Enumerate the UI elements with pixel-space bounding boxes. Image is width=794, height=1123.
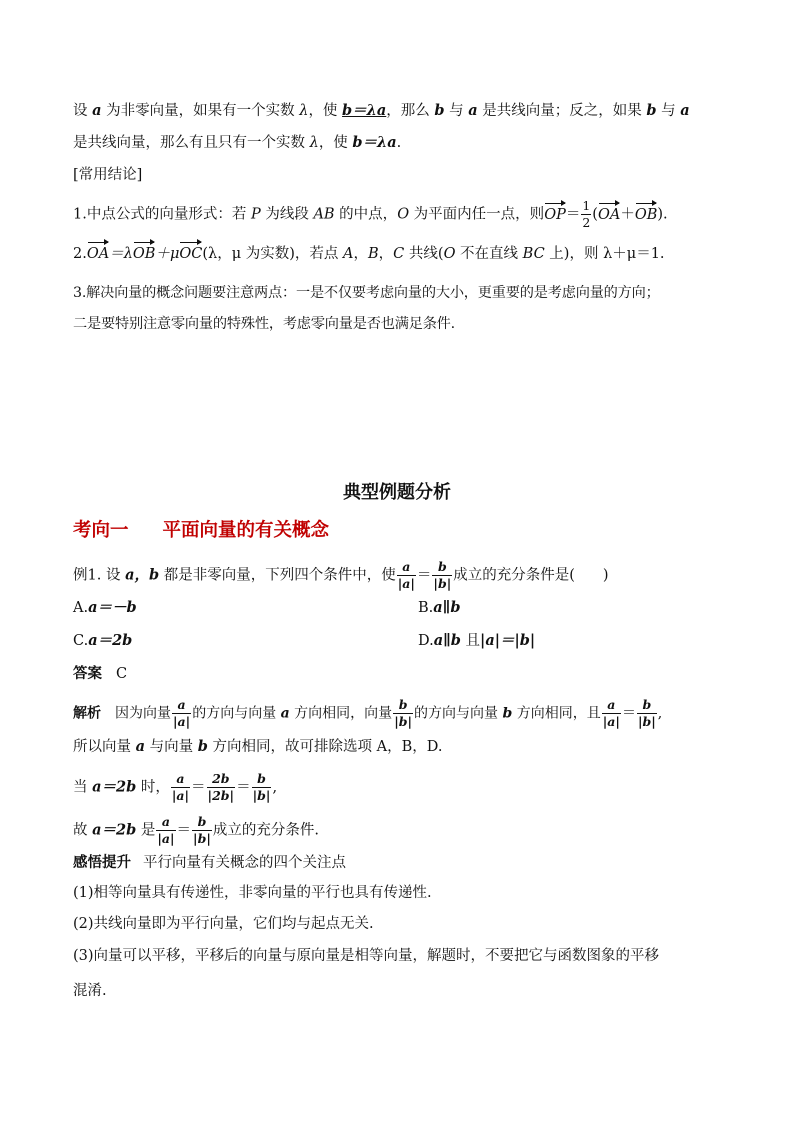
formula: a＝2b	[92, 821, 137, 839]
text: 是共线向量；反之，如果	[477, 103, 647, 119]
text: 与	[656, 103, 681, 119]
symbol: λ	[309, 135, 319, 151]
analysis-label: 解析	[73, 705, 101, 722]
symbol: b	[434, 102, 445, 119]
text: ＋	[620, 206, 635, 223]
text: 方向相同，向量	[289, 705, 393, 722]
vector-ob: OB	[634, 206, 658, 223]
text: 为线段	[260, 206, 314, 223]
text: 成立的充分条件.	[212, 822, 319, 839]
numerator: b	[393, 699, 413, 714]
conclusion-3-line-1: 3.解决向量的概念问题要注意两点：一是不仅要考虑向量的大小，更重要的是考虑向量的方向；	[73, 285, 660, 301]
text: 故	[73, 822, 93, 839]
option-expr: a∥b	[433, 599, 461, 616]
vector-ob: OB	[132, 246, 156, 262]
symbol: b	[197, 738, 208, 755]
symbol: a	[680, 102, 690, 119]
option-expr: |a|＝|b|	[480, 632, 536, 649]
fraction	[397, 561, 416, 590]
text: 2.	[73, 246, 87, 262]
fraction	[393, 699, 413, 728]
vector-op: OP	[544, 206, 566, 223]
symbol: b	[646, 102, 657, 119]
symbol: a	[468, 102, 478, 119]
text: 为平面内任一点，则	[409, 206, 545, 223]
vector-oa: OA	[597, 206, 621, 223]
option-expr: a＝－b	[88, 599, 137, 616]
symbol: AB	[313, 206, 335, 223]
text: 的方向与向量	[192, 705, 281, 722]
numerator: 2b	[207, 773, 236, 788]
denominator: |b|	[433, 575, 452, 591]
text: (	[592, 206, 598, 223]
analysis-line-4	[73, 816, 319, 845]
option-label: A.	[73, 600, 89, 616]
text: 是共线向量，那么有且只有一个实数	[73, 135, 310, 151]
denominator: |a|	[602, 713, 620, 729]
symbol: BC	[522, 246, 545, 262]
symbol: C	[393, 246, 405, 262]
section-title: 典型例题分析	[343, 482, 451, 503]
text: ＝	[236, 779, 251, 796]
text: 因为向量	[115, 705, 171, 722]
conclusions-header: [常用结论]	[73, 167, 143, 183]
text: 成立的充分条件是(	[453, 567, 575, 584]
intro-line-2	[73, 133, 401, 153]
text: ＝	[176, 822, 192, 839]
fraction	[171, 773, 190, 802]
analysis-line-2	[73, 737, 442, 757]
text: ＝	[565, 206, 581, 223]
option-label: B.	[418, 600, 434, 616]
formula: b＝λa	[352, 134, 397, 151]
text: 都是非零向量，下列四个条件中，使	[159, 567, 396, 584]
insight-title: 平行向量有关概念的四个关注点	[143, 855, 346, 871]
text: ＝λ	[109, 246, 133, 262]
numerator: a	[172, 699, 191, 714]
text: ＝	[621, 705, 636, 722]
symbol: λ	[299, 103, 309, 119]
options-row-1	[73, 598, 673, 618]
symbol: O	[397, 206, 410, 223]
text: ,	[657, 705, 663, 722]
option-expr: a＝2b	[88, 632, 133, 649]
denominator: |2b|	[207, 787, 235, 803]
formula: a＝2b	[92, 778, 137, 796]
text: 1.中点公式的向量形式：若	[73, 206, 251, 223]
text: ，使	[318, 135, 353, 151]
insight-header	[73, 853, 346, 873]
text: 不在直线	[455, 246, 523, 262]
underlined-formula: b＝λa	[342, 102, 387, 119]
text: 与	[444, 103, 469, 119]
answer-value: C	[116, 666, 128, 682]
denominator: |b|	[193, 830, 211, 846]
conclusion-3-line-2: 二是要特别注意零向量的特殊性，考虑零向量是否也满足条件.	[73, 316, 455, 332]
text: ，	[353, 246, 369, 262]
insight-item-3-line-2: 混淆.	[73, 983, 107, 999]
fraction	[207, 773, 236, 802]
symbol: a	[280, 705, 290, 722]
section-heading	[73, 516, 329, 542]
denominator: |a|	[173, 713, 191, 729]
text: 是	[136, 822, 156, 839]
example-1-question	[73, 561, 609, 590]
numerator: a	[171, 773, 190, 788]
numerator: b	[637, 699, 657, 714]
fraction	[172, 699, 191, 728]
text: 方向相同，且	[512, 705, 601, 722]
option-b[interactable]	[418, 598, 460, 618]
denominator: |b|	[637, 713, 656, 729]
conclusion-2	[73, 244, 665, 264]
text: 上)，则 λ＋μ＝1.	[544, 246, 665, 262]
symbol: P	[250, 206, 261, 223]
text: 例1. 设	[73, 567, 126, 584]
symbol: b	[502, 705, 513, 722]
text: ).	[657, 206, 668, 223]
text: (λ，μ 为实数)，若点	[202, 246, 344, 262]
text: 设	[73, 103, 93, 119]
fraction	[432, 561, 452, 590]
text: 为非零向量，如果有一个实数	[101, 103, 300, 119]
denominator: 2	[582, 214, 591, 230]
text: 当	[73, 779, 93, 796]
option-d[interactable]	[418, 631, 535, 651]
text: 的方向与向量	[414, 705, 503, 722]
option-a[interactable]	[73, 600, 137, 616]
text: )	[602, 567, 609, 584]
fraction	[192, 816, 212, 845]
text: ＋μ	[155, 246, 180, 262]
symbol: a	[135, 738, 146, 755]
analysis-line-1	[73, 699, 662, 728]
insight-item-2: (2)共线向量即为平行向量，它们均与起点无关.	[73, 916, 374, 932]
text: 且	[460, 633, 481, 649]
fraction	[602, 699, 621, 728]
fraction	[156, 816, 175, 845]
insight-item-1: (1)相等向量具有传递性，非零向量的平行也具有传递性.	[73, 885, 432, 901]
numerator: b	[252, 773, 272, 788]
text: ＝	[416, 567, 432, 584]
options-row-2	[73, 631, 673, 651]
text: ，	[378, 246, 394, 262]
numerator: 1	[582, 198, 591, 213]
numerator: b	[192, 816, 212, 831]
symbol: A	[343, 246, 354, 262]
text: 共线(	[404, 246, 444, 262]
fraction-half	[581, 200, 591, 229]
symbol: a，b	[125, 566, 160, 584]
insight-label: 感悟提升	[73, 854, 131, 871]
insight-item-3-line-1: (3)向量可以平移，平移后的向量与原向量是相等向量，解题时，不要把它与函数图象的平移	[73, 948, 660, 964]
text: 的中点，	[334, 206, 398, 223]
symbol: B	[368, 246, 379, 262]
fraction	[252, 773, 272, 802]
option-c[interactable]	[73, 633, 132, 649]
numerator: a	[156, 816, 175, 831]
analysis-line-3	[73, 773, 277, 802]
numerator: a	[602, 699, 621, 714]
text: 方向相同，故可排除选项 A，B，D.	[207, 739, 443, 755]
answer-label: 答案	[73, 665, 102, 682]
denominator: |a|	[157, 830, 175, 846]
denominator: |b|	[394, 713, 413, 729]
option-expr: a∥b	[433, 632, 461, 649]
symbol: O	[443, 246, 456, 262]
text: ＝	[191, 779, 206, 796]
section-heading-label: 考向一	[73, 520, 129, 541]
section-heading-title: 平面向量的有关概念	[162, 520, 330, 541]
text: ,	[272, 779, 278, 796]
text: 与向量	[145, 739, 198, 755]
numerator: b	[432, 561, 452, 576]
intro-line-1	[73, 101, 690, 121]
denominator: |a|	[171, 787, 190, 803]
text: 所以向量	[73, 739, 136, 755]
text: ，使	[308, 103, 343, 119]
option-label: D.	[418, 633, 434, 649]
conclusion-1	[73, 200, 668, 229]
symbol: a	[92, 102, 102, 119]
denominator: |a|	[397, 575, 415, 591]
fraction	[637, 699, 657, 728]
text: 时，	[136, 779, 170, 796]
text: ，那么	[386, 103, 435, 119]
vector-oa: OA	[86, 246, 110, 262]
numerator: a	[397, 561, 416, 576]
text: .	[396, 135, 402, 151]
answer	[73, 664, 127, 684]
denominator: |b|	[252, 787, 271, 803]
option-label: C.	[73, 633, 89, 649]
vector-oc: OC	[179, 246, 203, 262]
